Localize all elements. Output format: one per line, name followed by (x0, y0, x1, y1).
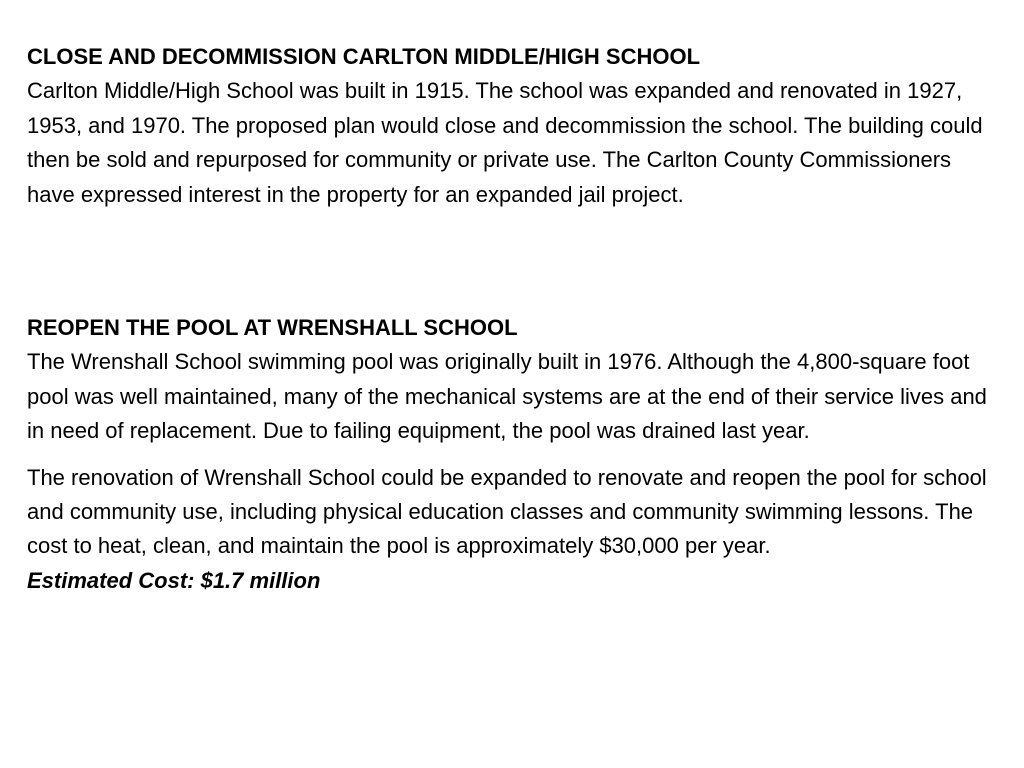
estimated-cost: Estimated Cost: $1.7 million (27, 567, 321, 593)
section-paragraph: The renovation of Wrenshall School could be expanded to renovate and reopen the pool for school and community use, including physical education classes and community swimming lessons. The cost to heat, clean, and maintain the pool is approximately $30,000 per year. (27, 464, 987, 559)
slide-content (27, 40, 1002, 598)
section-heading: CLOSE AND DECOMMISSION CARLTON MIDDLE/HIGH SCHOOL (27, 44, 701, 69)
section-carlton-decommission (27, 40, 1002, 212)
section-heading: REOPEN THE POOL AT WRENSHALL SCHOOL (27, 315, 518, 341)
section-paragraph: The Wrenshall School swimming pool was originally built in 1976. Although the 4,800-square foot pool was well maintained, many of the mechanical systems are at the end of their service lives and in need of replacement. Due to failing equipment, the pool was drained last year. (27, 349, 987, 444)
section-paragraph: Carlton Middle/High School was built in 1915. The school was expanded and renovated in 1927, 1953, and 1970. The proposed plan would close and decommission the school. The building could then be sold and repurposed for community or private use. The Carlton County Commissioners have expressed interest in the property for an expanded jail project. (27, 78, 983, 207)
section-wrenshall-pool (27, 311, 1002, 598)
